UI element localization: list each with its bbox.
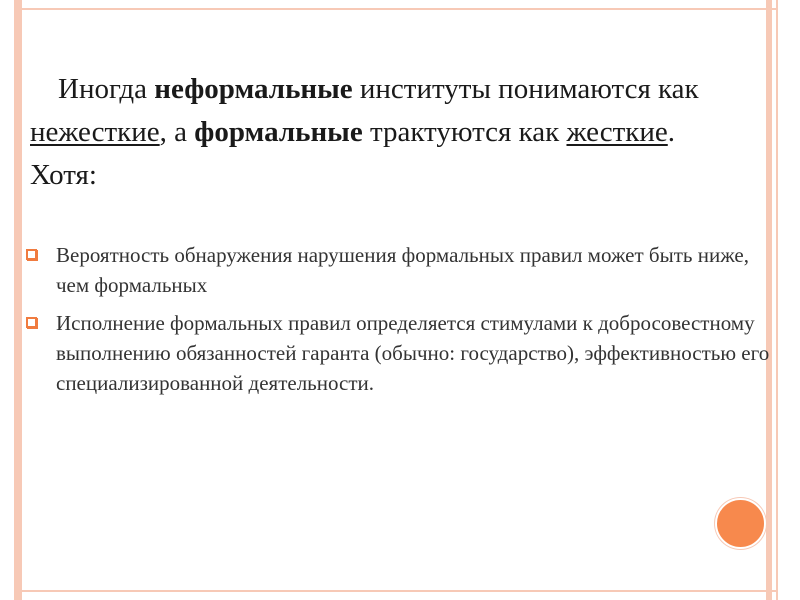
intro-bold-informal: неформальные xyxy=(154,73,353,105)
decorative-circle xyxy=(715,498,766,549)
bullet-text: Вероятность обнаружения нарушения формальных правил может быть ниже, чем формальных xyxy=(56,243,749,297)
frame-right-line xyxy=(776,0,778,600)
intro-text-1: Иногда xyxy=(58,73,155,105)
bullet-text: Исполнение формальных правил определяется стимулами к добросовестному выполнению обязанностей гаранта (обычно: государство), эффективностью его специализированной деятельности. xyxy=(56,311,770,395)
intro-text-2: институты понимаются как xyxy=(352,73,699,105)
intro-underline-soft: нежесткие xyxy=(30,116,160,148)
frame-left-bar xyxy=(14,0,22,600)
list-item xyxy=(24,308,774,398)
square-bullet-icon xyxy=(26,317,37,328)
intro-text-4: трактуются как xyxy=(362,116,567,148)
frame-bottom-line xyxy=(14,590,778,592)
intro-paragraph xyxy=(30,68,730,197)
intro-bold-formal: формальные xyxy=(194,116,363,148)
list-item xyxy=(24,240,774,300)
intro-text-3: , а xyxy=(159,116,195,148)
intro-underline-hard: жесткие xyxy=(566,116,668,148)
bullet-list xyxy=(24,240,774,406)
square-bullet-icon xyxy=(26,249,37,260)
intro-text-5: . Хотя: xyxy=(30,116,676,191)
frame-top-line xyxy=(14,8,778,10)
